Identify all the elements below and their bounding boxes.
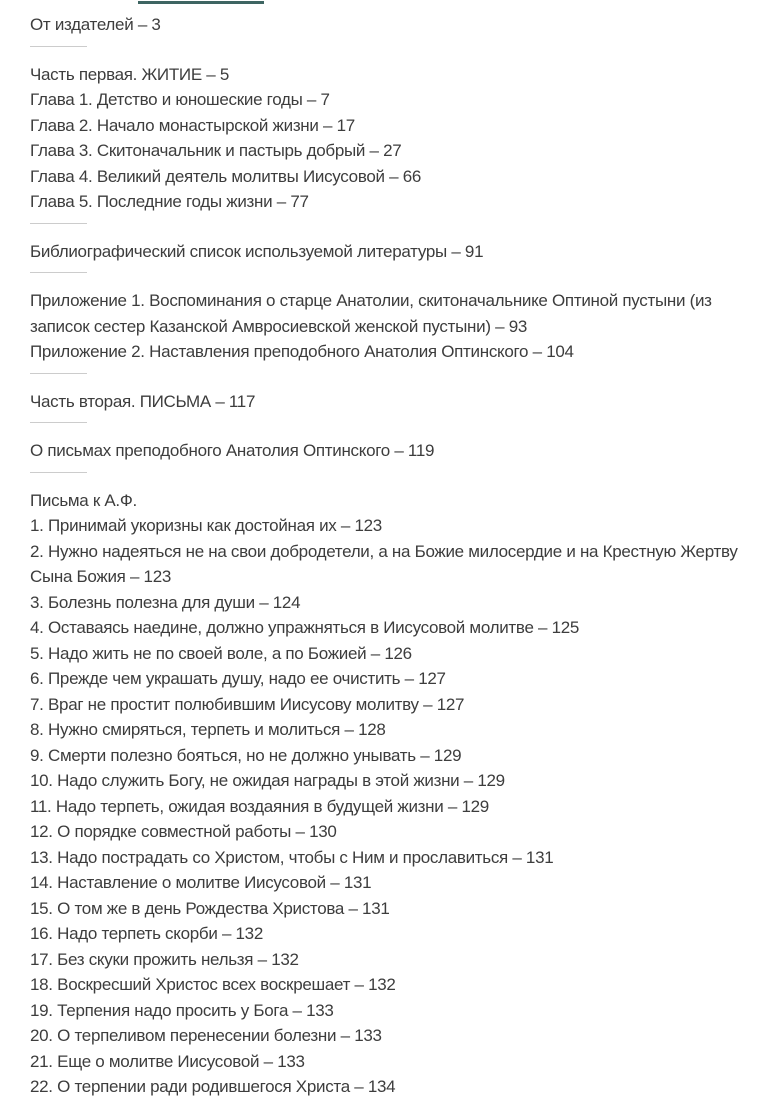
toc-line: 9. Смерти полезно бояться, но не должно унывать – 129 xyxy=(30,745,462,765)
toc-section-part-two-letters xyxy=(30,389,769,415)
toc-line: 13. Надо пострадать со Христом, чтобы с Ним и прославиться – 131 xyxy=(30,847,554,867)
section-divider xyxy=(30,422,87,423)
toc-line: Глава 5. Последние годы жизни – 77 xyxy=(30,192,309,211)
toc-line: 20. О терпеливом перенесении болезни – 133 xyxy=(30,1026,382,1045)
toc-line: 1. Принимай укоризны как достойная их – 123 xyxy=(30,516,382,535)
toc-line: 2. Нужно надеяться не на свои добродетели, а на Божие милосердие и на Крестную Жертву Сына Божия – 123 xyxy=(30,541,738,586)
toc-section-about-letters xyxy=(30,438,769,464)
toc-line: 17. Без скуки прожить нельзя – 132 xyxy=(30,949,299,969)
toc-line: Приложение 1. Воспоминания о старце Анатолии, скитоначальнике Оптиной пустыни (из записок сестер Казанской Амвросиевской женской пустыни) – 93 xyxy=(30,291,712,336)
toc-line: О письмах преподобного Анатолия Оптинского – 119 xyxy=(30,441,435,460)
section-divider xyxy=(30,46,87,47)
section-divider xyxy=(30,373,87,374)
toc-section-part-one-life xyxy=(30,62,769,215)
toc-section-letters-list xyxy=(30,488,769,1100)
toc-line: 16. Надо терпеть скорби – 132 xyxy=(30,924,263,943)
section-divider xyxy=(30,472,87,473)
toc-line: Глава 3. Скитоначальник и пастырь добрый – 27 xyxy=(30,141,402,160)
toc-line: Глава 4. Великий деятель молитвы Иисусовой – 66 xyxy=(30,166,422,186)
toc-line: Глава 2. Начало монастырской жизни – 17 xyxy=(30,115,355,135)
toc-line: 5. Надо жить не по своей воле, а по Божией – 126 xyxy=(30,643,412,663)
toc-line: 4. Оставаясь наедине, должно упражняться в Иисусовой молитве – 125 xyxy=(30,618,580,637)
toc-line: 21. Еще о молитве Иисусовой – 133 xyxy=(30,1051,305,1071)
heading-link-underline xyxy=(138,1,264,4)
toc-line: Письма к А.Ф. xyxy=(30,490,137,510)
toc-line: 22. О терпении ради родившегося Христа – 134 xyxy=(30,1077,396,1096)
toc-line: 11. Надо терпеть, ожидая воздаяния в будущей жизни – 129 xyxy=(30,796,489,816)
toc-line: 15. О том же в день Рождества Христова – 131 xyxy=(30,898,390,918)
toc-line: Часть первая. ЖИТИЕ – 5 xyxy=(30,64,230,84)
toc-section-bibliography xyxy=(30,239,769,265)
toc-line: 18. Воскресший Христос всех воскрешает – 132 xyxy=(30,975,396,994)
toc-line: 19. Терпения надо просить у Бога – 133 xyxy=(30,1000,334,1020)
section-divider xyxy=(30,223,87,224)
toc-line: Часть вторая. ПИСЬМА – 117 xyxy=(30,391,256,411)
toc-line: 6. Прежде чем украшать душу, надо ее очистить – 127 xyxy=(30,669,446,688)
toc-line: 7. Враг не простит полюбившим Иисусову молитву – 127 xyxy=(30,694,465,714)
toc-line: 14. Наставление о молитве Иисусовой – 131 xyxy=(30,873,372,892)
toc-line: Библиографический список используемой литературы – 91 xyxy=(30,241,484,261)
toc-line: 12. О порядке совместной работы – 130 xyxy=(30,822,337,841)
toc-line: От издателей – 3 xyxy=(30,15,161,34)
toc-line: 10. Надо служить Богу, не ожидая награды в этой жизни – 129 xyxy=(30,771,505,790)
toc-section-publishers xyxy=(30,12,769,38)
toc-line: Глава 1. Детство и юношеские годы – 7 xyxy=(30,90,330,109)
toc-line: 8. Нужно смиряться, терпеть и молиться – 128 xyxy=(30,720,386,739)
toc-section-appendices xyxy=(30,288,769,365)
toc-line: 3. Болезнь полезна для души – 124 xyxy=(30,592,301,612)
section-divider xyxy=(30,272,87,273)
toc-line: Приложение 2. Наставления преподобного Анатолия Оптинского – 104 xyxy=(30,342,574,361)
